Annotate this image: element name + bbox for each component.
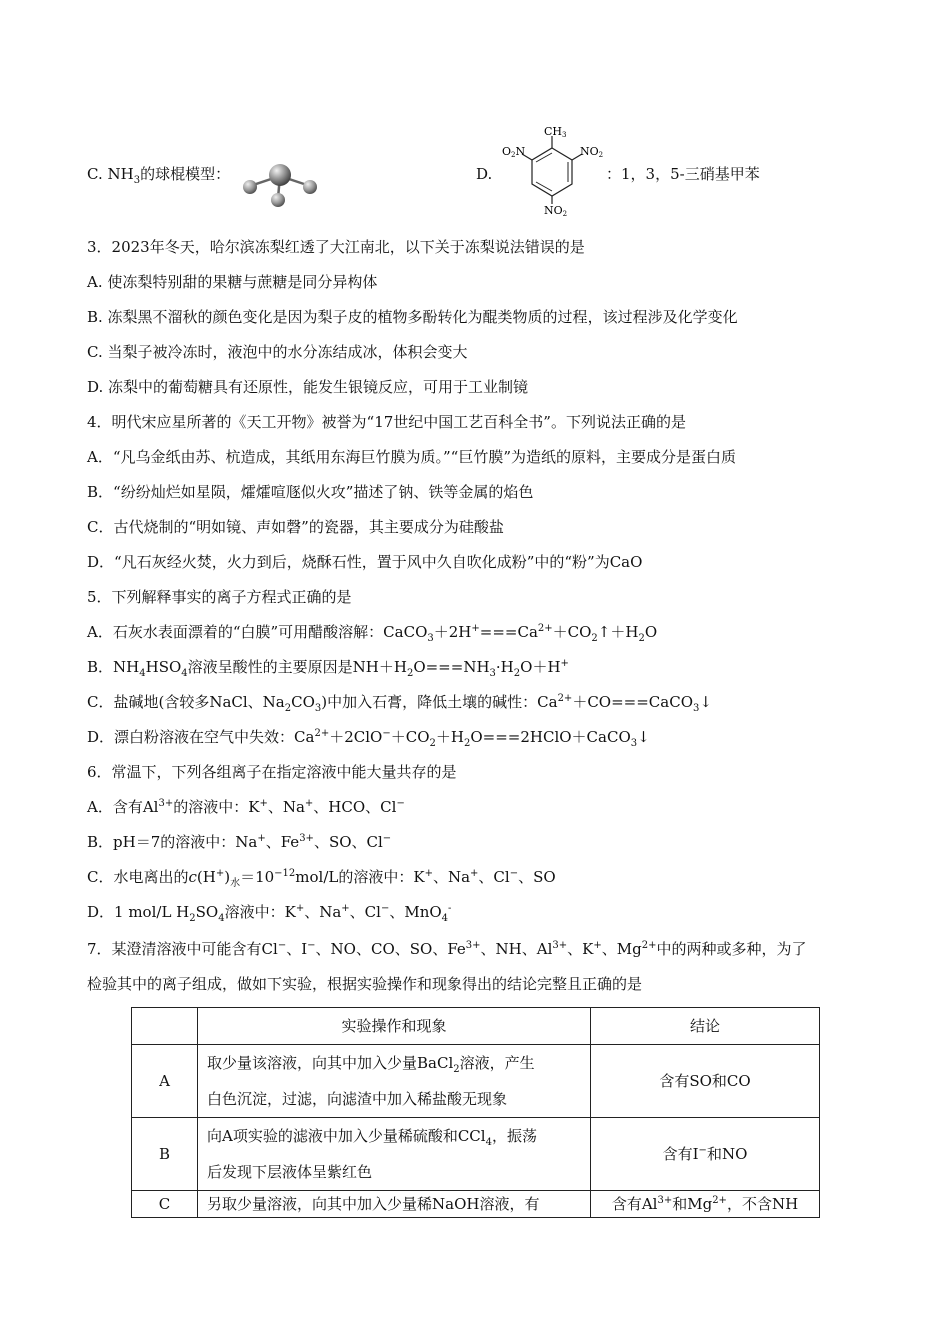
svg-text:O2N: O2N: [502, 145, 526, 159]
q7-stem-line1: 7．某澄清溶液中可能含有Cl−、I−、NO、CO、SO、$Fe^{3+}$、NH、$Al^{3+}$、K+、$Mg^{2+}$中的两种或多种，为了: [87, 940, 807, 958]
table-row: [132, 1118, 820, 1191]
row-id: A: [132, 1045, 198, 1118]
q4-stem: 4．明代宋应星所著的《天工开物》被誉为“17世纪中国工艺百科全书”。下列说法正确的是: [87, 413, 686, 431]
q5-option-a: A．石灰水表面漂着的“白膜”可用醋酸溶解：$CaCO_3+2H^+===Ca^{2+}+CO_2↑+H_2O$: [87, 623, 658, 644]
q5-option-c: C．盐碱地(含较多NaCl、$Na_2CO_3$)中加入石膏，降低土壤的碱性：$Ca^{2+}+CO===CaCO_3↓$: [87, 693, 712, 714]
svg-text:NO2: NO2: [580, 145, 604, 159]
table-row: [132, 1045, 820, 1118]
q3-option-a: A. 使冻梨特别甜的果糖与蔗糖是同分异构体: [87, 273, 378, 291]
q5-option-b: B．$NH_4HSO_4$溶液呈酸性的主要原因是$NH+H_2O===NH_3\cdot H_2O+H^+$: [87, 658, 569, 679]
experiment-table: [131, 1007, 820, 1218]
q6-option-d: D．1 mol/L $H_2SO_4$溶液中：K+、Na+、Cl−、MnO$_4$-: [87, 903, 452, 924]
option-d-label: D.: [476, 165, 493, 183]
q3-option-d: D. 冻梨中的葡萄糖具有还原性，能发生银镜反应，可用于工业制镜: [87, 378, 529, 396]
q6-option-c: C．水电离出的$c(H^+)_水=10^{-12}mol/L$的溶液中：K+、Na+、Cl−、SO: [87, 868, 556, 889]
q4-option-b: B．“纷纷灿烂如星陨，㸌㸌喧豗似火攻”描述了钠、铁等金属的焰色: [87, 483, 534, 501]
q4-option-c: C．古代烧制的“明如镜、声如磬”的瓷器，其主要成分为硅酸盐: [87, 518, 504, 536]
tnt-structure-diagram: [500, 118, 610, 218]
q7-stem-line2: 检验其中的离子组成，做如下实验，根据实验操作和现象得出的结论完整且正确的是: [87, 975, 643, 993]
row-operation: 向A项实验的滤液中加入少量稀硫酸和CCl$_4$，振荡 后发现下层液体呈紫红色: [198, 1118, 591, 1191]
row-id: C: [132, 1191, 198, 1218]
q3-stem: 3．2023年冬天，哈尔滨冻梨红透了大江南北，以下关于冻梨说法错误的是: [87, 238, 585, 256]
row-operation: 取少量该溶液，向其中加入少量BaCl$_2$溶液，产生 白色沉淀，过滤，向滤渣中加入稀盐酸无现象: [198, 1045, 591, 1118]
row-operation: 另取少量溶液，向其中加入少量稀NaOH溶液，有: [198, 1191, 591, 1218]
q6-stem: 6．常温下，下列各组离子在指定溶液中能大量共存的是: [87, 763, 457, 781]
q5-option-d: D．漂白粉溶液在空气中失效：$Ca^{2+}+2ClO^-+CO_2+H_2O===2HClO+CaCO_3↓$: [87, 728, 650, 749]
header-conclusion: 结论: [591, 1008, 820, 1045]
header-operation: 实验操作和现象: [198, 1008, 591, 1045]
q3-option-c: C. 当梨子被冷冻时，液泡中的水分冻结成冰，体积会变大: [87, 343, 468, 361]
nh3-ball-stick-model: [238, 160, 323, 210]
row-id: B: [132, 1118, 198, 1191]
q4-option-d: D．“凡石灰经火焚，火力到后，烧酥石性，置于风中久自吹化成粉”中的“粉”为CaO: [87, 553, 643, 571]
option-c-nh3: C. $NH_3$的球棍模型：: [87, 165, 231, 186]
row-conclusion: 含有$Al^{3+}$和$Mg^{2+}$，不含NH: [591, 1191, 820, 1218]
q4-option-a: A．“凡乌金纸由苏、杭造成，其纸用东海巨竹膜为质。”“巨竹膜”为造纸的原料，主要成分是蛋白质: [87, 448, 737, 466]
svg-text:NO2: NO2: [544, 204, 568, 218]
q3-option-b: B. 冻梨黑不溜秋的颜色变化是因为梨子皮的植物多酚转化为醌类物质的过程，该过程涉及化学变化: [87, 308, 738, 326]
q6-option-b: B．pH＝7的溶液中：Na+、$Fe^{3+}$、SO、Cl−: [87, 833, 392, 851]
row-conclusion: 含有SO和CO: [591, 1045, 820, 1118]
header-blank: [132, 1008, 198, 1045]
q5-stem: 5．下列解释事实的离子方程式正确的是: [87, 588, 352, 606]
table-row: [132, 1191, 820, 1218]
option-d-caption: ：1，3，5-三硝基甲苯: [606, 165, 760, 183]
row-conclusion: 含有I−和NO: [591, 1118, 820, 1191]
q6-option-a: A．含有$Al^{3+}$的溶液中：K+、Na+、HCO、Cl−: [87, 798, 405, 816]
svg-text:CH3: CH3: [544, 125, 567, 139]
table-header-row: [132, 1008, 820, 1045]
